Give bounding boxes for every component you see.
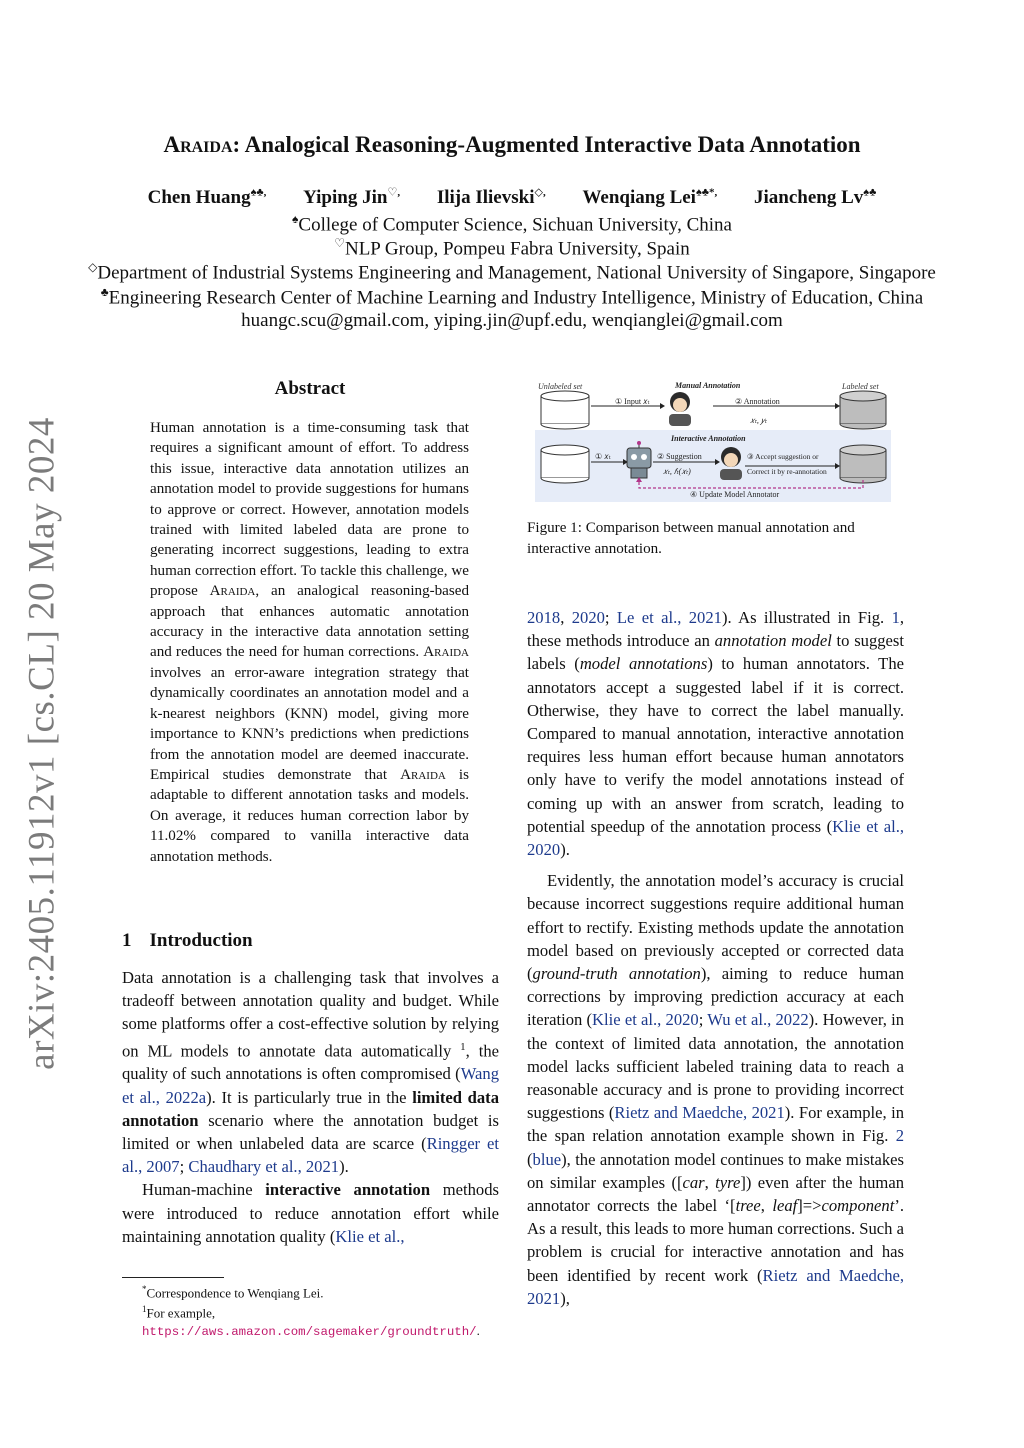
- paper-title: [0, 132, 1024, 158]
- title-rest: : Analogical Reasoning-Augmented Interactive Data Annotation: [232, 132, 861, 157]
- color-ref-link[interactable]: blue: [532, 1149, 562, 1169]
- step-x-label: ① 𝑥ₜ: [595, 452, 611, 461]
- citation-link[interactable]: Wang et al., 2022a: [122, 1064, 499, 1107]
- affiliation: ◇Department of Industrial Systems Engineering and Management, National University of Singapore, Singapore: [88, 260, 936, 284]
- footnote-rule: [122, 1277, 224, 1278]
- citation-link[interactable]: Rietz and Maedche, 2021: [614, 1103, 785, 1123]
- footnotes: [122, 1281, 502, 1341]
- author-list: [0, 186, 1024, 209]
- affiliation: ♠College of Computer Science, Sichuan University, China: [292, 212, 732, 236]
- intro-column-left: [122, 966, 499, 1248]
- citation-link[interactable]: Klie et al., 2020: [592, 1010, 699, 1030]
- step-accept-label: ③ Accept suggestion or: [747, 452, 819, 461]
- step-correct-label: Correct it by re-annotation: [747, 467, 827, 476]
- footnote: $^1$For example, https://aws.amazon.com/sagemaker/groundtruth/.: [142, 1304, 480, 1339]
- arxiv-identifier: arXiv:2405.11912v1 [cs.CL] 20 May 2024: [21, 417, 63, 1070]
- manual-annotation-title: Manual Annotation: [675, 381, 741, 390]
- labeled-database-icon: [840, 391, 886, 429]
- figure-1: [535, 378, 891, 502]
- step-input-label: ① Input 𝑥ₜ: [615, 397, 650, 406]
- labeled-database-icon: [840, 445, 886, 483]
- footnote-url[interactable]: https://aws.amazon.com/sagemaker/groundtruth/: [142, 1324, 477, 1339]
- author: Chen Huang♠♣,: [147, 187, 267, 209]
- intro-column-right: [527, 606, 904, 1310]
- title-araida: Araida: [163, 132, 233, 157]
- unlabeled-database-icon: [541, 445, 589, 483]
- citation-link[interactable]: Chaudhary et al., 2021: [188, 1157, 340, 1177]
- citation-link[interactable]: Klie et al., 2020: [527, 816, 904, 860]
- citation-link[interactable]: Ringger et al., 2007: [122, 1133, 499, 1177]
- author: Ilija Ilievski◇,: [436, 187, 546, 209]
- citation-link[interactable]: Wu et al., 2022: [707, 1010, 809, 1030]
- author: Jiancheng Lv♠♣: [754, 187, 877, 209]
- citation-link[interactable]: 2018: [527, 608, 561, 627]
- xf-label: 𝑥ₜ, 𝑓ₜ(𝑥ₜ): [663, 467, 691, 476]
- labeled-set-label: Labeled set: [842, 382, 879, 391]
- abstract-heading: Abstract: [274, 378, 346, 399]
- author-emails[interactable]: huangc.scu@gmail.com, yiping.jin@upf.edu, wenqianglei@gmail.com: [241, 310, 783, 331]
- footnote: *Correspondence to Wenqiang Lei.: [142, 1284, 324, 1301]
- author: Wenqiang Lei♠♣*,: [582, 187, 718, 209]
- paragraph: Human-machine interactive annotation methods were introduced to reduce annotation effort while maintaining annotation quality (Klie et al.,: [122, 1180, 499, 1246]
- citation-link[interactable]: 2020: [571, 608, 605, 627]
- affiliation: ♡NLP Group, Pompeu Fabra University, Spain: [334, 236, 690, 260]
- footnote-ref[interactable]: 1: [460, 1040, 466, 1053]
- paragraph: Evidently, the annotation model’s accuracy is crucial because incorrect suggestions require additional human effort to rectify. Existing methods update the annotation model based on previously accepted or corrected data (ground-truth annotation), aiming to reduce human corrections by improving prediction accuracy at each iteration (Klie et al., 2020; Wu et al., 2022). However, in the context of limited data annotation, the annotation model lacks sufficient labeled training data to reach a reasonable accuracy and is prone to providing incorrect suggestions (Rietz and Maedche, 2021). For example, in the span relation annotation example shown in Fig. 2 (blue), the annotation model continues to make mistakes on similar examples ([car, tyre]) even after the human annotator corrects the label ‘[tree, leaf]=>component’. As a result, this leads to more human corrections. Such a problem is crucial for interactive annotation and has been identified by recent work (Rietz and Maedche, 2021),: [527, 871, 905, 1308]
- affiliation: ♣Engineering Research Center of Machine Learning and Industry Intelligence, Ministry of Education, China: [100, 285, 924, 309]
- interactive-annotation-title: Interactive Annotation: [671, 434, 746, 443]
- step-suggestion-label: ② Suggestion: [657, 452, 702, 461]
- figure-ref-link[interactable]: 2: [895, 1126, 904, 1146]
- figure-caption: Figure 1: Comparison between manual annotation and interactive annotation.: [527, 520, 855, 557]
- figure-ref-link[interactable]: 1: [891, 608, 900, 627]
- step-annotation-label: ② Annotation: [735, 397, 780, 406]
- paragraph: Data annotation is a challenging task that involves a tradeoff between annotation quality and budget. While some platforms offer a cost-effective solution by relying on ML models to annotate data automatically $^1$, the quality of such annotations is often compromised (Wang et al., 2022a). It is particularly true in the limited data annotation scenario where the annotation budget is limited or when unlabeled data are scarce (Ringger et al., 2007; Chaudhary et al., 2021).: [122, 968, 499, 1177]
- paragraph: 2018, 2020; Le et al., 2021). As illustrated in Fig. 1, these methods introduce an annotation model to suggest labels (model annotations) to human annotators. The annotators accept a suggested label if it is correct. Otherwise, they have to correct the label manually. Compared to manual annotation, interactive annotation requires less human effort because human annotators only have to verify the model annotations instead of coming up with an answer from scratch, leading to potential speedup of the annotation process (Klie et al., 2020).: [527, 608, 905, 860]
- unlabeled-database-icon: [541, 391, 589, 429]
- citation-link[interactable]: Le et al., 2021: [616, 608, 722, 627]
- xy-label: 𝑥ₜ, 𝑦ₜ: [750, 416, 767, 425]
- unlabeled-set-label: Unlabeled set: [538, 382, 583, 391]
- author: Yiping Jin♡,: [303, 187, 401, 209]
- step-update-label: ④ Update Model Annotator: [690, 490, 780, 499]
- citation-link[interactable]: Rietz and Maedche, 2021: [527, 1265, 905, 1308]
- citation-link[interactable]: Klie et al.,: [335, 1226, 405, 1246]
- abstract-body: Human annotation is a time-consuming task that requires a significant amount of effort. To address this issue, interactive data annotation utilizes an annotation model to provide suggestions for humans to approve or correct. However, annotation models trained with limited labeled data are prone to generating incorrect suggestions, leading to extra human correction effort. To tackle this challenge, we propose Araida, an analogical reasoning-based approach that enhances automatic annotation accuracy in the interactive data annotation setting and reduces the need for human corrections. Araida involves an error-aware integration strategy that dynamically coordinates an annotation model and a k-nearest neighbors (KNN) model, giving more importance to KNN’s predictions when predictions from the annotation model are deemed inaccurate. Empirical studies demonstrate that Araida is adaptable to different annotation tasks and models. On average, it reduces human correction labor by 11.02% compared to vanilla interactive data annotation methods.: [150, 420, 470, 865]
- section-heading: 1 Introduction: [122, 930, 253, 951]
